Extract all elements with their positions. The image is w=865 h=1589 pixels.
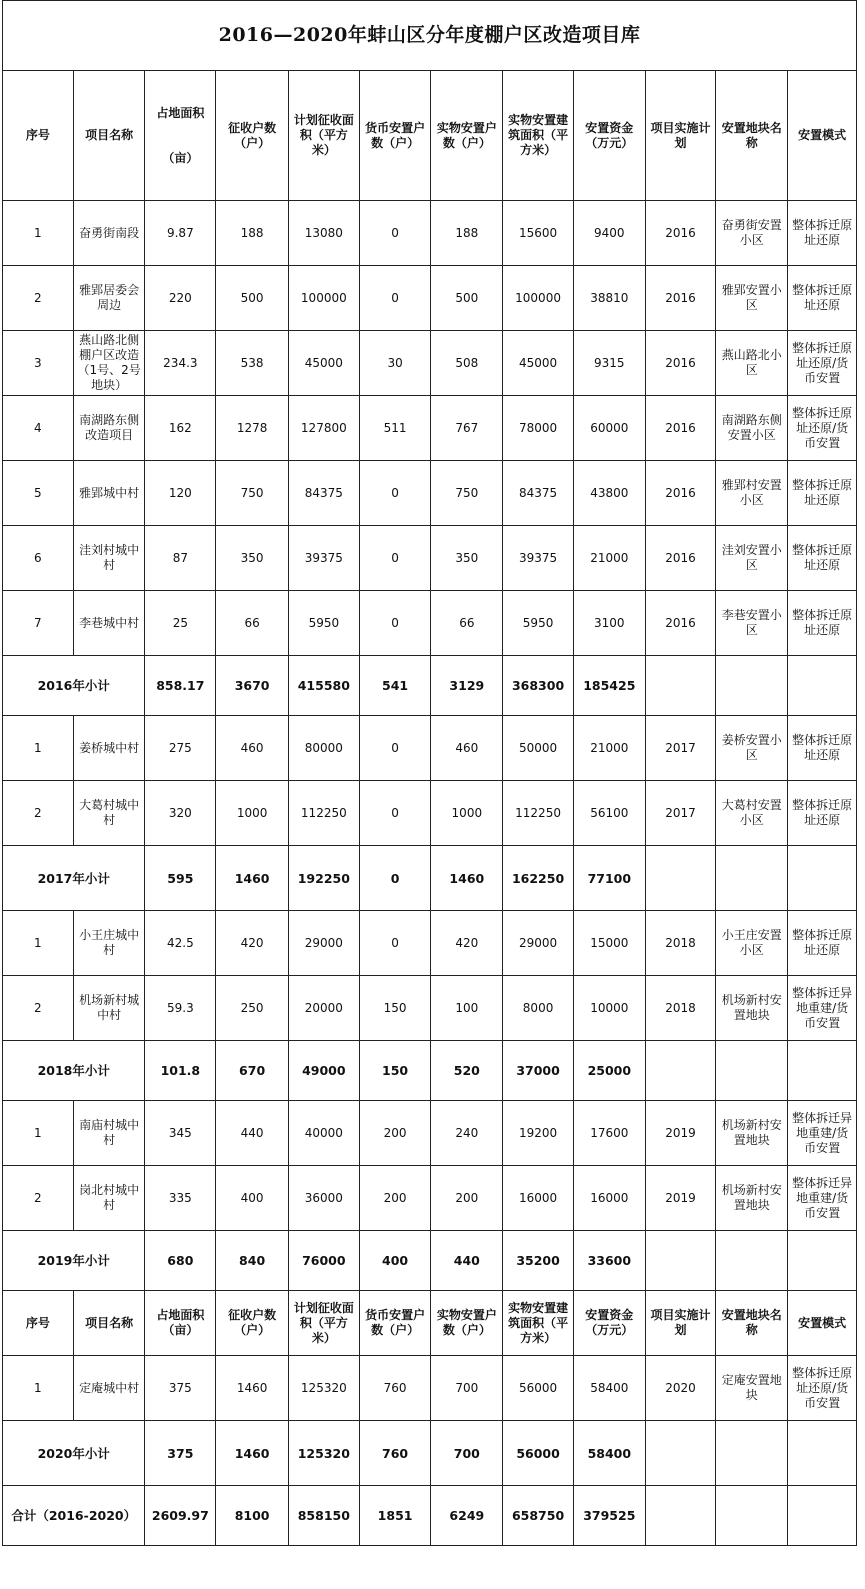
planned-area: 39375 — [288, 526, 359, 591]
planned-area: 36000 — [288, 1166, 359, 1231]
physical-building-area: 5950 — [503, 591, 574, 656]
subtotal-physical-households: 700 — [431, 1421, 503, 1486]
header-land-area-line2: （亩） — [162, 150, 199, 165]
land-area: 25 — [145, 591, 216, 656]
money-households: 0 — [359, 781, 431, 846]
physical-building-area: 45000 — [503, 331, 574, 396]
site-name: 南湖路东侧安置小区 — [716, 396, 788, 461]
fund: 17600 — [573, 1101, 645, 1166]
plan-year: 2016 — [645, 266, 716, 331]
fund: 21000 — [573, 526, 645, 591]
site-name: 定庵安置地块 — [716, 1356, 788, 1421]
site-name: 李巷安置小区 — [716, 591, 788, 656]
total-row — [3, 1486, 857, 1546]
households: 66 — [216, 591, 289, 656]
subtotal-row-2017 — [3, 846, 857, 911]
header-physical-households: 实物安置户数（户） — [431, 71, 503, 201]
table-row — [3, 911, 857, 976]
physical-building-area: 100000 — [503, 266, 574, 331]
table-row — [3, 1166, 857, 1231]
table-row — [3, 526, 857, 591]
subtotal-row-2019 — [3, 1231, 857, 1291]
subtotal-label: 2016年小计 — [3, 656, 145, 716]
physical-households: 460 — [431, 716, 503, 781]
header-mode: 安置模式 — [788, 71, 857, 201]
header-index: 序号 — [3, 71, 74, 201]
subtotal-empty-cell — [788, 846, 857, 911]
money-households: 0 — [359, 266, 431, 331]
land-area: 59.3 — [145, 976, 216, 1041]
plan-year: 2018 — [645, 911, 716, 976]
subtotal-physical-households: 440 — [431, 1231, 503, 1291]
planned-area: 13080 — [288, 201, 359, 266]
plan-year: 2016 — [645, 396, 716, 461]
site-name: 小王庄安置小区 — [716, 911, 788, 976]
plan-year: 2019 — [645, 1166, 716, 1231]
subtotal-physical-building-area: 37000 — [503, 1041, 574, 1101]
subtotal-label: 2020年小计 — [3, 1421, 145, 1486]
subtotal-row-2018 — [3, 1041, 857, 1101]
project-name: 奋勇街南段 — [73, 201, 145, 266]
fund: 38810 — [573, 266, 645, 331]
row-index: 5 — [3, 461, 74, 526]
households: 750 — [216, 461, 289, 526]
subtotal-label: 2017年小计 — [3, 846, 145, 911]
row-index: 4 — [3, 396, 74, 461]
subtotal-physical-building-area: 56000 — [503, 1421, 574, 1486]
fund: 3100 — [573, 591, 645, 656]
header-repeat-physical-building-area: 实物安置建筑面积（平方米） — [503, 1291, 574, 1356]
planned-area: 112250 — [288, 781, 359, 846]
physical-building-area: 84375 — [503, 461, 574, 526]
header-project-name: 项目名称 — [73, 71, 145, 201]
header-repeat-fund: 安置资金（万元） — [573, 1291, 645, 1356]
households: 1000 — [216, 781, 289, 846]
subtotal-planned-area: 49000 — [288, 1041, 359, 1101]
subtotal-money-households: 0 — [359, 846, 431, 911]
subtotal-fund: 33600 — [573, 1231, 645, 1291]
table-row — [3, 1101, 857, 1166]
subtotal-physical-building-area: 658750 — [503, 1486, 574, 1546]
resettlement-mode: 整体拆迁原址还原/货币安置 — [788, 396, 857, 461]
header-planned-area: 计划征收面积（平方米） — [288, 71, 359, 201]
resettlement-mode: 整体拆迁异地重建/货币安置 — [788, 1166, 857, 1231]
subtotal-households: 1460 — [216, 846, 289, 911]
row-index: 1 — [3, 911, 74, 976]
resettlement-mode: 整体拆迁异地重建/货币安置 — [788, 976, 857, 1041]
subtotal-physical-households: 520 — [431, 1041, 503, 1101]
planned-area: 84375 — [288, 461, 359, 526]
table-row — [3, 396, 857, 461]
households: 1278 — [216, 396, 289, 461]
subtotal-empty-cell — [645, 1421, 716, 1486]
plan-year: 2016 — [645, 591, 716, 656]
money-households: 0 — [359, 201, 431, 266]
physical-households: 100 — [431, 976, 503, 1041]
land-area: 87 — [145, 526, 216, 591]
money-households: 0 — [359, 461, 431, 526]
land-area: 9.87 — [145, 201, 216, 266]
header-repeat-money-households: 货币安置户数（户） — [359, 1291, 431, 1356]
row-index: 2 — [3, 781, 74, 846]
physical-households: 700 — [431, 1356, 503, 1421]
physical-building-area: 50000 — [503, 716, 574, 781]
subtotal-fund: 25000 — [573, 1041, 645, 1101]
land-area: 320 — [145, 781, 216, 846]
subtotal-empty-cell — [716, 846, 788, 911]
land-area: 335 — [145, 1166, 216, 1231]
households: 1460 — [216, 1356, 289, 1421]
money-households: 0 — [359, 911, 431, 976]
subtotal-empty-cell — [716, 656, 788, 716]
physical-households: 750 — [431, 461, 503, 526]
physical-households: 240 — [431, 1101, 503, 1166]
header-money-households: 货币安置户数（户） — [359, 71, 431, 201]
table-row — [3, 461, 857, 526]
subtotal-households: 3670 — [216, 656, 289, 716]
physical-building-area: 78000 — [503, 396, 574, 461]
planned-area: 20000 — [288, 976, 359, 1041]
money-households: 30 — [359, 331, 431, 396]
project-name: 洼刘村城中村 — [73, 526, 145, 591]
land-area: 234.3 — [145, 331, 216, 396]
resettlement-mode: 整体拆迁原址还原/货币安置 — [788, 1356, 857, 1421]
land-area: 120 — [145, 461, 216, 526]
subtotal-planned-area: 192250 — [288, 846, 359, 911]
subtotal-empty-cell — [645, 1231, 716, 1291]
header-repeat-land-area: 占地面积（亩） — [145, 1291, 216, 1356]
table-header-row — [3, 71, 857, 201]
project-name: 南湖路东侧改造项目 — [73, 396, 145, 461]
subtotal-money-households: 1851 — [359, 1486, 431, 1546]
physical-households: 188 — [431, 201, 503, 266]
subtotal-planned-area: 125320 — [288, 1421, 359, 1486]
subtotal-empty-cell — [788, 1041, 857, 1101]
table-row — [3, 1356, 857, 1421]
plan-year: 2019 — [645, 1101, 716, 1166]
subtotal-planned-area: 415580 — [288, 656, 359, 716]
money-households: 200 — [359, 1101, 431, 1166]
header-land-area-line1: 占地面积 — [156, 105, 205, 120]
subtotal-physical-households: 1460 — [431, 846, 503, 911]
header-fund: 安置资金（万元） — [573, 71, 645, 201]
project-name: 小王庄城中村 — [73, 911, 145, 976]
planned-area: 40000 — [288, 1101, 359, 1166]
households: 400 — [216, 1166, 289, 1231]
fund: 9400 — [573, 201, 645, 266]
planned-area: 100000 — [288, 266, 359, 331]
project-name: 南庙村城中村 — [73, 1101, 145, 1166]
subtotal-row-2016 — [3, 656, 857, 716]
plan-year: 2017 — [645, 781, 716, 846]
project-table — [2, 0, 857, 1546]
row-index: 2 — [3, 976, 74, 1041]
row-index: 1 — [3, 1101, 74, 1166]
row-index: 7 — [3, 591, 74, 656]
households: 250 — [216, 976, 289, 1041]
project-name: 岗北村城中村 — [73, 1166, 145, 1231]
site-name: 机场新村安置地块 — [716, 1166, 788, 1231]
fund: 16000 — [573, 1166, 645, 1231]
header-repeat-plan-year: 项目实施计划 — [645, 1291, 716, 1356]
page-title: 2016—2020年蚌山区分年度棚户区改造项目库 — [3, 1, 857, 71]
subtotal-empty-cell — [716, 1486, 788, 1546]
subtotal-physical-building-area: 35200 — [503, 1231, 574, 1291]
planned-area: 80000 — [288, 716, 359, 781]
subtotal-empty-cell — [788, 656, 857, 716]
site-name: 洼刘安置小区 — [716, 526, 788, 591]
fund: 60000 — [573, 396, 645, 461]
header-repeat-row-index: 序号 — [3, 1291, 74, 1356]
physical-households: 66 — [431, 591, 503, 656]
resettlement-mode: 整体拆迁原址还原 — [788, 266, 857, 331]
row-index: 1 — [3, 1356, 74, 1421]
subtotal-empty-cell — [645, 846, 716, 911]
header-site: 安置地块名称 — [716, 71, 788, 201]
households: 420 — [216, 911, 289, 976]
header-households: 征收户数（户） — [216, 71, 289, 201]
resettlement-mode: 整体拆迁原址还原 — [788, 781, 857, 846]
physical-building-area: 56000 — [503, 1356, 574, 1421]
physical-households: 508 — [431, 331, 503, 396]
header-repeat-households: 征收户数（户） — [216, 1291, 289, 1356]
project-name: 雅郢居委会周边 — [73, 266, 145, 331]
households: 500 — [216, 266, 289, 331]
site-name: 雅郢安置小区 — [716, 266, 788, 331]
fund: 15000 — [573, 911, 645, 976]
resettlement-mode: 整体拆迁原址还原 — [788, 591, 857, 656]
project-name: 雅郢城中村 — [73, 461, 145, 526]
header-repeat-physical-households: 实物安置户数（户） — [431, 1291, 503, 1356]
households: 460 — [216, 716, 289, 781]
table-row — [3, 976, 857, 1041]
land-area: 42.5 — [145, 911, 216, 976]
row-index: 1 — [3, 201, 74, 266]
header-repeat-resettlement-mode: 安置模式 — [788, 1291, 857, 1356]
project-name: 大葛村城中村 — [73, 781, 145, 846]
money-households: 200 — [359, 1166, 431, 1231]
land-area: 275 — [145, 716, 216, 781]
subtotal-planned-area: 858150 — [288, 1486, 359, 1546]
households: 188 — [216, 201, 289, 266]
subtotal-physical-building-area: 162250 — [503, 846, 574, 911]
subtotal-row-2020 — [3, 1421, 857, 1486]
project-name: 姜桥城中村 — [73, 716, 145, 781]
row-index: 6 — [3, 526, 74, 591]
site-name: 大葛村安置小区 — [716, 781, 788, 846]
resettlement-mode: 整体拆迁原址还原/货币安置 — [788, 331, 857, 396]
subtotal-land-area: 595 — [145, 846, 216, 911]
subtotal-households: 670 — [216, 1041, 289, 1101]
site-name: 机场新村安置地块 — [716, 1101, 788, 1166]
resettlement-mode: 整体拆迁原址还原 — [788, 201, 857, 266]
money-households: 511 — [359, 396, 431, 461]
subtotal-empty-cell — [788, 1421, 857, 1486]
header-repeat-site-name: 安置地块名称 — [716, 1291, 788, 1356]
subtotal-money-households: 760 — [359, 1421, 431, 1486]
project-name: 燕山路北侧棚户区改造（1号、2号地块） — [73, 331, 145, 396]
households: 538 — [216, 331, 289, 396]
planned-area: 45000 — [288, 331, 359, 396]
subtotal-fund: 379525 — [573, 1486, 645, 1546]
resettlement-mode: 整体拆迁原址还原 — [788, 911, 857, 976]
subtotal-land-area: 101.8 — [145, 1041, 216, 1101]
plan-year: 2016 — [645, 201, 716, 266]
subtotal-land-area: 680 — [145, 1231, 216, 1291]
subtotal-empty-cell — [788, 1231, 857, 1291]
plan-year: 2016 — [645, 526, 716, 591]
planned-area: 125320 — [288, 1356, 359, 1421]
header-plan-year: 项目实施计划 — [645, 71, 716, 201]
plan-year: 2016 — [645, 461, 716, 526]
subtotal-label: 2018年小计 — [3, 1041, 145, 1101]
project-name: 定庵城中村 — [73, 1356, 145, 1421]
planned-area: 29000 — [288, 911, 359, 976]
subtotal-land-area: 858.17 — [145, 656, 216, 716]
money-households: 150 — [359, 976, 431, 1041]
subtotal-planned-area: 76000 — [288, 1231, 359, 1291]
households: 350 — [216, 526, 289, 591]
subtotal-empty-cell — [645, 1041, 716, 1101]
land-area: 375 — [145, 1356, 216, 1421]
header-repeat-project-name: 项目名称 — [73, 1291, 145, 1356]
subtotal-empty-cell — [645, 656, 716, 716]
money-households: 0 — [359, 716, 431, 781]
project-table-sheet — [2, 0, 857, 1546]
header-physical-building-area: 实物安置建筑面积（平方米） — [503, 71, 574, 201]
table-row — [3, 781, 857, 846]
row-index: 2 — [3, 266, 74, 331]
site-name: 燕山路北小区 — [716, 331, 788, 396]
plan-year: 2018 — [645, 976, 716, 1041]
subtotal-physical-building-area: 368300 — [503, 656, 574, 716]
site-name: 姜桥安置小区 — [716, 716, 788, 781]
header-repeat-planned-area: 计划征收面积（平方米） — [288, 1291, 359, 1356]
fund: 43800 — [573, 461, 645, 526]
plan-year: 2017 — [645, 716, 716, 781]
resettlement-mode: 整体拆迁原址还原 — [788, 716, 857, 781]
money-households: 0 — [359, 591, 431, 656]
row-index: 1 — [3, 716, 74, 781]
physical-households: 350 — [431, 526, 503, 591]
physical-building-area: 29000 — [503, 911, 574, 976]
fund: 56100 — [573, 781, 645, 846]
fund: 58400 — [573, 1356, 645, 1421]
households: 440 — [216, 1101, 289, 1166]
subtotal-money-households: 150 — [359, 1041, 431, 1101]
table-row — [3, 591, 857, 656]
physical-building-area: 15600 — [503, 201, 574, 266]
physical-building-area: 19200 — [503, 1101, 574, 1166]
subtotal-label: 2019年小计 — [3, 1231, 145, 1291]
fund: 10000 — [573, 976, 645, 1041]
site-name: 机场新村安置地块 — [716, 976, 788, 1041]
table-row — [3, 201, 857, 266]
row-index: 2 — [3, 1166, 74, 1231]
subtotal-empty-cell — [716, 1421, 788, 1486]
planned-area: 5950 — [288, 591, 359, 656]
resettlement-mode: 整体拆迁异地重建/货币安置 — [788, 1101, 857, 1166]
subtotal-empty-cell — [788, 1486, 857, 1546]
physical-building-area: 16000 — [503, 1166, 574, 1231]
header-land-area — [145, 71, 216, 201]
money-households: 0 — [359, 526, 431, 591]
physical-households: 767 — [431, 396, 503, 461]
physical-households: 200 — [431, 1166, 503, 1231]
subtotal-money-households: 400 — [359, 1231, 431, 1291]
subtotal-land-area: 375 — [145, 1421, 216, 1486]
land-area: 220 — [145, 266, 216, 331]
physical-households: 420 — [431, 911, 503, 976]
subtotal-empty-cell — [716, 1231, 788, 1291]
plan-year: 2020 — [645, 1356, 716, 1421]
subtotal-empty-cell — [645, 1486, 716, 1546]
site-name: 雅郢村安置小区 — [716, 461, 788, 526]
planned-area: 127800 — [288, 396, 359, 461]
fund: 9315 — [573, 331, 645, 396]
subtotal-physical-households: 3129 — [431, 656, 503, 716]
subtotal-fund: 58400 — [573, 1421, 645, 1486]
subtotal-physical-households: 6249 — [431, 1486, 503, 1546]
project-name: 机场新村城中村 — [73, 976, 145, 1041]
subtotal-money-households: 541 — [359, 656, 431, 716]
subtotal-land-area: 2609.97 — [145, 1486, 216, 1546]
land-area: 162 — [145, 396, 216, 461]
subtotal-households: 840 — [216, 1231, 289, 1291]
resettlement-mode: 整体拆迁原址还原 — [788, 526, 857, 591]
subtotal-fund: 77100 — [573, 846, 645, 911]
project-name: 李巷城中村 — [73, 591, 145, 656]
subtotal-label: 合计（2016-2020） — [3, 1486, 145, 1546]
row-index: 3 — [3, 331, 74, 396]
physical-households: 500 — [431, 266, 503, 331]
land-area: 345 — [145, 1101, 216, 1166]
plan-year: 2016 — [645, 331, 716, 396]
physical-households: 1000 — [431, 781, 503, 846]
money-households: 760 — [359, 1356, 431, 1421]
table-row — [3, 716, 857, 781]
table-header-row-repeat — [3, 1291, 857, 1356]
subtotal-empty-cell — [716, 1041, 788, 1101]
fund: 21000 — [573, 716, 645, 781]
subtotal-households: 8100 — [216, 1486, 289, 1546]
physical-building-area: 112250 — [503, 781, 574, 846]
subtotal-fund: 185425 — [573, 656, 645, 716]
table-row — [3, 266, 857, 331]
table-row — [3, 331, 857, 396]
resettlement-mode: 整体拆迁原址还原 — [788, 461, 857, 526]
physical-building-area: 39375 — [503, 526, 574, 591]
site-name: 奋勇街安置小区 — [716, 201, 788, 266]
subtotal-households: 1460 — [216, 1421, 289, 1486]
physical-building-area: 8000 — [503, 976, 574, 1041]
